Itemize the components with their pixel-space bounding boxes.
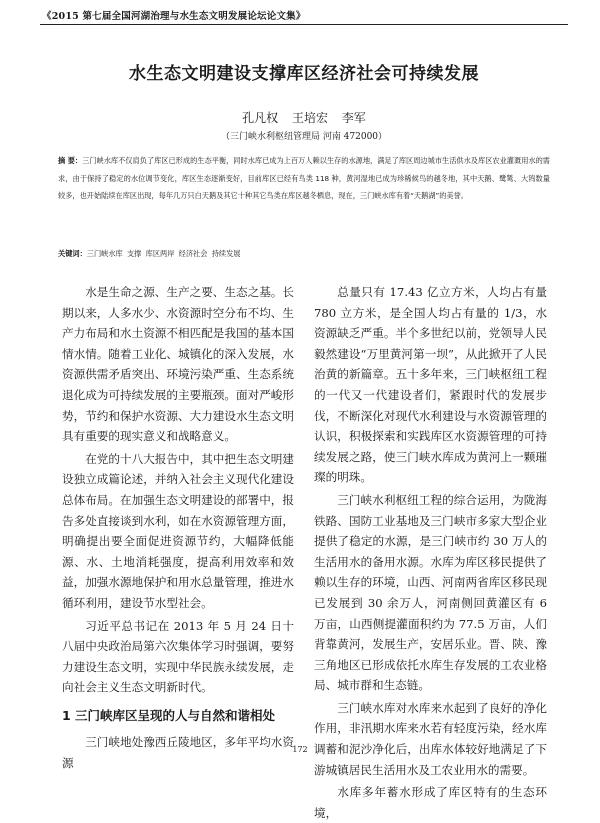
keywords-text: 三门峡水库 支撑 库区两岸 经济社会 持续发展 [86,249,241,258]
body-paragraph: 三门峡地处豫西丘陵地区，多年平均水资源 [62,735,294,771]
page-number: 172 [292,745,308,754]
left-column [62,282,294,771]
affiliation: （三门峡水利枢纽管理局 河南 472000） [220,132,388,142]
abstract-label: 摘 要： [58,156,83,165]
header-rule [40,24,568,25]
section-heading: 1 三门峡库区呈现的人与自然和谐相处 [62,707,276,723]
authors: 孔凡权 王培宏 李军 [242,111,366,125]
body-paragraph: 水是生命之源、生产之要、生态之基。长期以来，人多水少、水资源时空分布不均、生产力布局和水土资源不相匹配是我国的基本国情水情。随着工业化、城镇化的深入发展，水资源供需矛盾突出、环境污染严重、生态系统退化成为可持续发展的主要瓶颈。面对严峻形势，节约和保护水资源、大力建设水生态文明具有重要的现实意义和战略意义。 [62,285,294,444]
body-paragraph: 总量只有 17.43 亿立方米，人均占有量 780 立方米，是全国人均占有量的 1/3，水资源缺乏严重。半个多世纪以前，党领导人民毅然建设“万里黄河第一坝”，从此掀开了人民治黄的新篇章。五十多年来，三门峡枢纽工程的一代又一代建设者们，紧跟时代的发展步伐，不断深化对现代水利建设与水资源管理的认识，积极探索和实践库区水资源管理的可持续发展之路，使三门峡水库成为黄河上一颗璀璨的明珠。 [314,285,547,485]
body-paragraph: 习近平总书记在 2013 年 5 月 24 日十八届中央政治局第六次集体学习时强调，要努力建设生态文明，实现中华民族永续发展，走向社会主义生态文明新时代。 [62,618,294,695]
abstract [58,152,550,205]
body-paragraph: 三门峡水利枢纽工程的综合运用，为陇海铁路、国防工业基地及三门峡市多家大型企业提供了稳定的水源，是三门峡市约 30 万人的生活用水的备用水源。水库为库区移民提供了赖以生存的环境，山西、河南两省库区移民现已发展到 30 余万人，河南侧回黄灌区有 6 万亩，山西侧提灌面积约为 77.5 万亩，人们背靠黄河，发展生产，安居乐业。晋、陕、豫三角地区已形成依托水库生存发展的工农业格局、城市群和生态链。 [314,492,547,693]
body-paragraph: 三门峡水库对水库来水起到了良好的净化作用，非汛期水库来水若有轻度污染，经水库调蓄和泥沙净化后，出库水体较好地满足了下游城镇居民生活用水及工农业用水的需要。 [314,700,547,777]
body-paragraph: 水库多年蓄水形成了库区特有的生态环境， [314,785,547,820]
right-column [314,282,547,820]
keywords [58,249,550,259]
running-header: 《2015 第七届全国河湖治理与水生态文明发展论坛论文集》 [42,11,306,22]
abstract-text: 三门峡水库不仅肩负了库区已形成的生态平衡，同时水库已成为上百万人赖以生存的水源地，满足了库区周边城市生活供水及库区农业灌溉用水的需求，由于保持了稳定的水位调节变化，库区生态逐渐变好，目前库区已经有鸟类 118 种，黄河湿地已成为珍稀候鸟的越冬地，其中天鹅、鹭鸶、大鸨数量较多，也开始陆续在库区出现，每年几万只白天鹅及其它十种其它鸟类在库区越冬栖息，现在，三门峡水库有着“天鹅湖”的美誉。 [58,156,550,201]
keywords-label: 关键词： [58,249,87,258]
body-paragraph: 在党的十八大报告中，其中把生态文明建设独立成篇论述，并纳入社会主义现代化建设总体布局。在加强生态文明建设的部署中，报告多处直接谈到水利，如在水资源管理方面，明确提出要全面促进资源节约，大幅降低能源、水、土地消耗强度，提高利用效率和效益，加强水源地保护和用水总量管理，推进水循环利用，建设节水型社会。 [62,451,294,610]
paper-title: 水生态文明建设支撑库区经济社会可持续发展 [129,64,479,84]
